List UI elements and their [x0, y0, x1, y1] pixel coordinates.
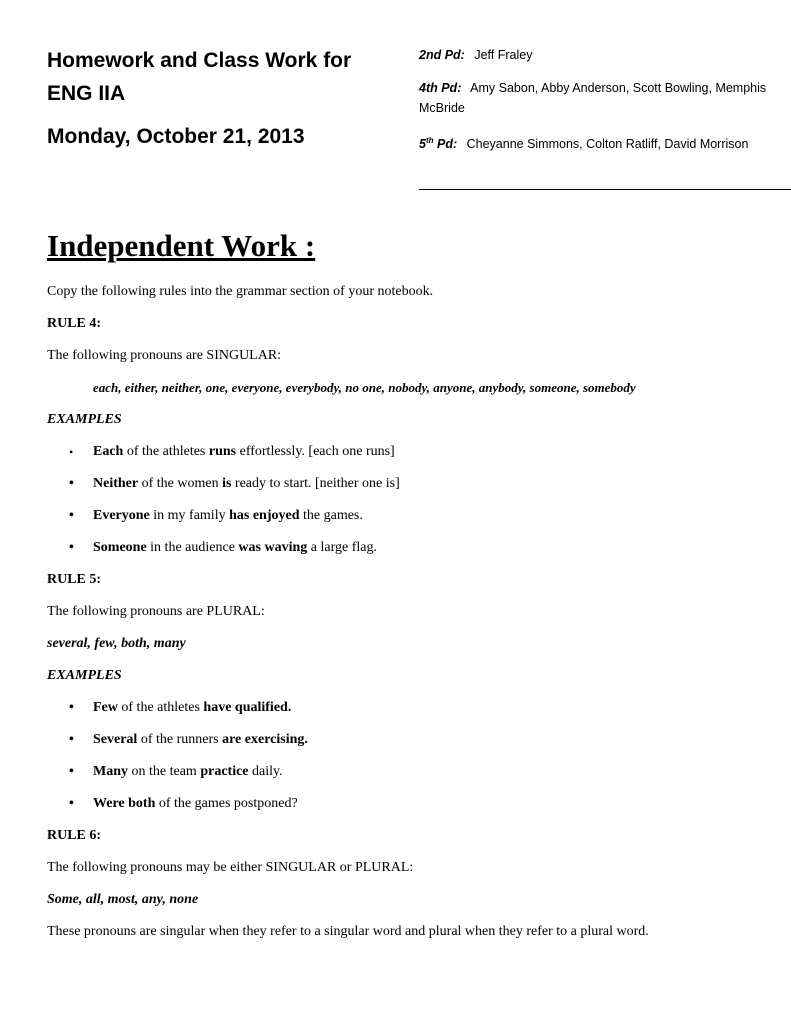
- list-item: • Few of the athletes have qualified.: [69, 700, 292, 715]
- rule-4-title: RULE 4:: [47, 316, 102, 331]
- rule-6-note: These pronouns are singular when they refer to a singular word and plural when they refer to a plural word.: [47, 924, 649, 939]
- rule-5-text: The following pronouns are PLURAL:: [47, 604, 265, 619]
- period-roster: [419, 45, 791, 167]
- list-item: • Many on the team practice daily.: [69, 764, 283, 779]
- period-names: Jeff Fraley: [474, 48, 533, 62]
- period-label: 5th Pd:: [419, 136, 458, 152]
- list-item: • Everyone in my family has enjoyed the games.: [69, 508, 363, 523]
- rule-4-text: The following pronouns are SINGULAR:: [47, 348, 282, 363]
- doc-title-line1: Homework and Class Work for: [47, 49, 352, 72]
- list-item: • Several of the runners are exercising.: [69, 732, 308, 747]
- bullet-icon: •: [69, 445, 74, 459]
- bullet-icon: •: [69, 540, 74, 555]
- rule-5-title: RULE 5:: [47, 572, 102, 587]
- list-item: • Someone in the audience was waving a large flag.: [69, 540, 377, 555]
- bullet-icon: •: [69, 732, 74, 747]
- intro-text: Copy the following rules into the grammar section of your notebook.: [47, 284, 434, 299]
- list-item: • Neither of the women is ready to start. [neither one is]: [69, 476, 400, 491]
- period-2: [419, 45, 791, 65]
- rule-5-examples: [47, 699, 767, 813]
- period-label: 4th Pd:: [419, 81, 462, 95]
- bullet-icon: •: [69, 476, 74, 491]
- rule-4-words: each, either, neither, one, everyone, everybody, no one, nobody, anyone, anybody, someone, somebody: [93, 380, 636, 395]
- header-title-block: [47, 44, 387, 151]
- rule-6-text: The following pronouns may be either SINGULAR or PLURAL:: [47, 860, 414, 875]
- doc-date: Monday, October 21, 2013: [47, 125, 305, 148]
- period-label: 2nd Pd:: [419, 48, 465, 62]
- header-divider: [419, 189, 791, 190]
- rule-5-examples-label: EXAMPLES: [47, 668, 122, 683]
- bullet-icon: •: [69, 796, 74, 811]
- bullet-icon: •: [69, 764, 74, 779]
- period-names: Cheyanne Simmons, Colton Ratliff, David Morrison: [466, 137, 749, 152]
- main-content: [47, 226, 767, 955]
- rule-5-words: several, few, both, many: [47, 636, 186, 651]
- bullet-icon: •: [69, 700, 74, 715]
- rule-4-examples: [47, 443, 767, 557]
- list-item: • Were both of the games postponed?: [69, 796, 298, 811]
- rule-6-words: Some, all, most, any, none: [47, 892, 199, 907]
- period-4: [419, 78, 791, 118]
- section-heading: Independent Work :: [47, 228, 316, 263]
- rule-4-examples-label: EXAMPLES: [47, 412, 122, 427]
- list-item: • Each of the athletes runs effortlessly. [each one runs]: [69, 444, 395, 459]
- doc-title-line2: ENG IIA: [47, 82, 126, 105]
- period-5: [419, 131, 791, 154]
- rule-6-title: RULE 6:: [47, 828, 102, 843]
- bullet-icon: •: [69, 508, 74, 523]
- period-names: Amy Sabon, Abby Anderson, Scott Bowling, Memphis McBride: [419, 81, 767, 115]
